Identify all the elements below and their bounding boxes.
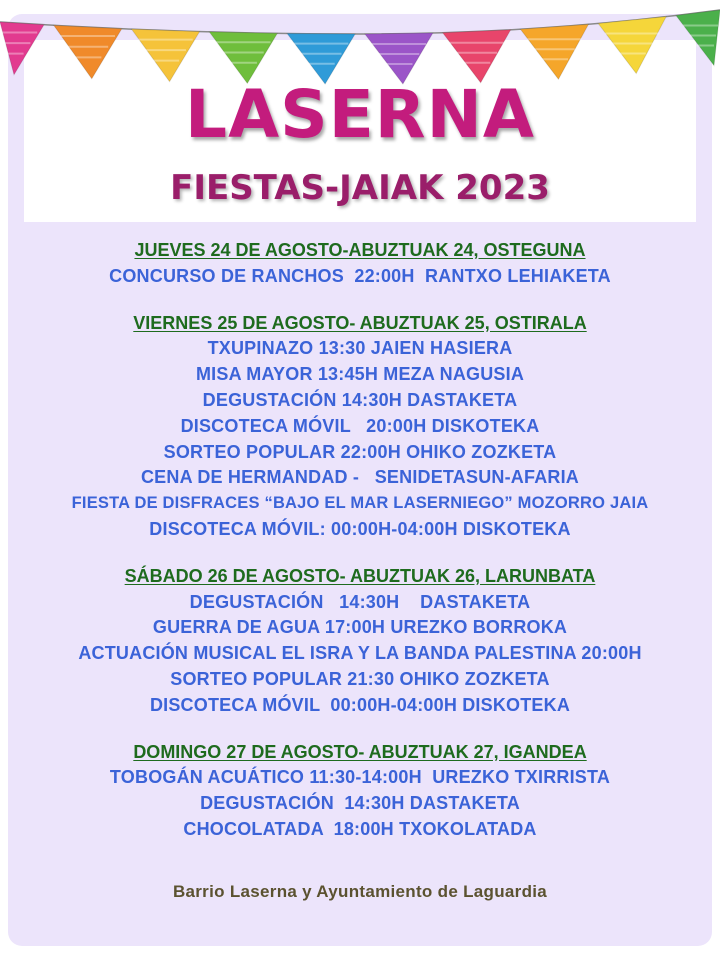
day-heading: DOMINGO 27 DE AGOSTO- ABUZTUAK 27, IGANDEA [133,741,587,762]
event-item: DISCOTECA MÓVIL 00:00H-04:00H DISKOTEKA [149,694,571,715]
bunting-flag [54,25,122,78]
day-saturday [0,564,720,719]
event-item: CONCURSO DE RANCHOS 22:00H RANTXO LEHIAKETA [109,265,611,286]
bunting-flag [676,10,720,66]
day-sunday [0,740,720,843]
event-item: SORTEO POPULAR 22:00H OHIKO ZOZKETA [163,441,557,462]
day-thursday [0,238,720,290]
bunting-flag [443,30,511,83]
event-item: DEGUSTACIÓN 14:30H DASTAKETA [200,793,520,814]
page-subtitle: FIESTAS-JAIAK 2023 [170,168,550,208]
festival-program [0,238,720,864]
event-item: DISCOTECA MÓVIL 20:00H DISKOTEKA [180,415,540,436]
bunting-flag [0,22,44,75]
event-item: GUERRA DE AGUA 17:00H UREZKO BORROKA [152,617,568,638]
bunting-flag [520,24,588,79]
day-heading: SÁBADO 26 DE AGOSTO- ABUZTUAK 26, LARUNBATA [124,565,596,586]
event-item: CHOCOLATADA 18:00H TXOKOLATADA [183,818,537,839]
event-item: ACTUACIÓN MUSICAL EL ISRA Y LA BANDA PALESTINA 20:00H [78,643,642,664]
event-item: TXUPINAZO 13:30 JAIEN HASIERA [207,338,513,359]
event-item: FIESTA DE DISFRACES “BAJO EL MAR LASERNIEGO” MOZORRO JAIA [71,494,649,513]
day-heading: VIERNES 25 DE AGOSTO- ABUZTUAK 25, OSTIRALA [133,312,587,333]
footer-credits: Barrio Laserna y Ayuntamiento de Laguardia [172,882,548,901]
day-heading: JUEVES 24 DE AGOSTO-ABUZTUAK 24, OSTEGUNA [134,240,586,260]
event-item: TOBOGÁN ACUÁTICO 11:30-14:00H UREZKO TXIRRISTA [109,767,611,788]
bunting-flag [132,29,200,81]
event-item: CENA DE HERMANDAD - SENIDETASUN-AFARIA [140,467,579,488]
event-item: DISCOTECA MÓVIL: 00:00H-04:00H DISKOTEKA [149,518,571,539]
event-item: DEGUSTACIÓN 14:30H DASTAKETA [202,389,518,410]
page-title: LASERNA [185,76,535,153]
day-friday [0,311,720,543]
event-item: MISA MAYOR 13:45H MEZA NAGUSIA [195,364,525,385]
event-item: DEGUSTACIÓN 14:30H DASTAKETA [189,591,531,612]
bunting-flag [598,17,666,74]
event-item: SORTEO POPULAR 21:30 OHIKO ZOZKETA [170,668,550,689]
